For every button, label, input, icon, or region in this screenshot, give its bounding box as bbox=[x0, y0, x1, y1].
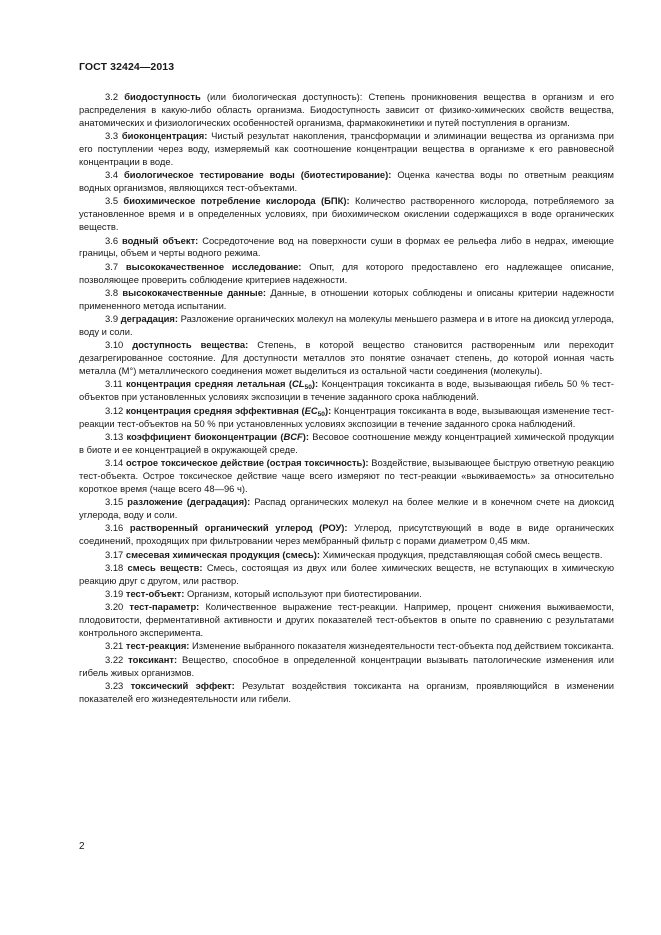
term-number: 3.2 bbox=[105, 91, 119, 102]
term-name bbox=[127, 496, 250, 507]
term-name bbox=[126, 588, 184, 599]
term-number: 3.15 bbox=[105, 496, 124, 508]
term-name bbox=[126, 261, 302, 272]
term-name-text: тест-параметр: bbox=[129, 601, 200, 613]
term-definition: Концентрация токсиканта в воде, вызывающая гибель 50 % тест-объектов при установленных условиях экспозиции в течение заданного срока наблюдений. bbox=[79, 378, 614, 403]
term-name-end: ): bbox=[302, 430, 309, 442]
term-abbreviation: EC bbox=[304, 404, 318, 416]
term-entry bbox=[79, 588, 614, 601]
term-number: 3.20 bbox=[105, 601, 124, 613]
term-name-text: высококачественные данные: bbox=[122, 286, 267, 298]
term-name bbox=[122, 235, 198, 246]
term-definition: (или биологическая доступность): Степень проникновения вещества в организм и его распределения в какую-либо область организма. Биодоступность зависит от физико-химических свойств вещества, анатомических и физиологических особенностей организма, фармакокинетики и путей поступления в организм. bbox=[79, 91, 615, 128]
term-definition: Вещество, способное в определенной концентрации вызывать патологические изменения или гибель живых организмов. bbox=[79, 653, 614, 678]
term-name bbox=[127, 431, 309, 442]
term-name-text: тест-реакция: bbox=[125, 640, 190, 652]
term-number: 3.6 bbox=[105, 234, 119, 246]
term-definition: Концентрация токсиканта в воде, вызывающая изменение тест-реакции тест-объектов на 50 % при установленных условиях экспозиции в течение заданного срока наблюдений. bbox=[79, 404, 614, 429]
term-entry bbox=[79, 640, 614, 653]
term-entry bbox=[79, 522, 614, 548]
term-name-text: биологическое тестирование воды (биотестирование): bbox=[124, 169, 392, 181]
term-name bbox=[128, 562, 203, 573]
term-name bbox=[122, 287, 266, 298]
term-name bbox=[123, 195, 349, 206]
term-name bbox=[126, 378, 319, 392]
term-number: 3.19 bbox=[105, 588, 124, 600]
term-name-text: коэффициент биоконцентрации ( bbox=[126, 430, 284, 442]
term-name bbox=[128, 654, 177, 665]
terms-list bbox=[79, 91, 614, 706]
term-number: 3.21 bbox=[105, 640, 124, 652]
term-definition: Данные, в отношении которых соблюдены и описаны критерии надежности примененного метода испытании. bbox=[79, 286, 615, 311]
term-number: 3.12 bbox=[105, 404, 124, 416]
term-definition: Изменение выбранного показателя жизнедеятельности тест-объекта под действием токсиканта. bbox=[192, 640, 614, 652]
term-entry bbox=[79, 654, 614, 680]
term-entry bbox=[79, 496, 614, 522]
term-entry bbox=[79, 601, 614, 640]
term-name-text: деградация: bbox=[120, 313, 178, 325]
term-name-text: смесь веществ: bbox=[127, 561, 203, 573]
term-definition: Опыт, для которого предоставлено его надлежащее описание, позволяющее проверить соблюдение критериев надежности. bbox=[79, 260, 614, 285]
term-number: 3.16 bbox=[105, 522, 124, 534]
term-number: 3.13 bbox=[105, 430, 124, 442]
term-entry bbox=[79, 549, 614, 562]
term-name-text: биодоступность bbox=[124, 91, 201, 102]
term-entry bbox=[79, 680, 614, 706]
term-name-text: водный объект: bbox=[121, 234, 199, 246]
term-entry bbox=[79, 313, 614, 339]
term-entry bbox=[79, 91, 614, 130]
term-definition: Сосредоточение вод на поверхности суши в формах ее рельефа либо в недрах, имеющие границы, объем и черты водного режима. bbox=[79, 234, 614, 259]
term-name bbox=[122, 130, 208, 141]
term-entry bbox=[79, 235, 614, 261]
standard-code: ГОСТ 32424—2013 bbox=[79, 61, 175, 73]
term-name-text: тест-объект: bbox=[125, 588, 185, 600]
term-entry bbox=[79, 169, 614, 195]
term-entry bbox=[79, 562, 614, 588]
term-definition: Оценка качества воды по ответным реакциям водных организмов, являющихся тест-объектами. bbox=[79, 169, 614, 194]
term-definition: Весовое соотношение между концентрацией химической продукции в биоте и ее концентрацией в окружающей среде. bbox=[79, 430, 615, 455]
term-name-text: концентрация средняя летальная ( bbox=[126, 378, 293, 390]
term-abbreviation: CL bbox=[292, 378, 305, 390]
term-name-text: острое токсическое действие (острая токсичность): bbox=[125, 457, 369, 469]
term-entry bbox=[79, 405, 614, 431]
term-entry bbox=[79, 457, 614, 496]
term-name-text: смесевая химическая продукция (смесь): bbox=[125, 548, 321, 560]
term-name-text: высококачественное исследование: bbox=[125, 260, 302, 272]
term-name bbox=[126, 640, 190, 651]
term-name-text: растворенный органический углерод (РОУ): bbox=[129, 522, 348, 534]
term-entry bbox=[79, 339, 614, 378]
term-name-text: разложение (деградация): bbox=[127, 496, 251, 508]
term-number: 3.17 bbox=[105, 548, 124, 560]
term-name bbox=[126, 549, 320, 560]
term-entry bbox=[79, 378, 614, 404]
term-name bbox=[126, 405, 331, 416]
term-abbreviation: BCF bbox=[283, 430, 303, 442]
term-definition: Степень, в которой вещество становится растворенным или переходит дезагрегированное состояние. Для доступности металлов это понятие означает степень, до которой ионная часть металла (M°) металлического соединения может выделиться из остальной части соединения (молекулы). bbox=[79, 339, 614, 377]
term-name-text: доступность вещества: bbox=[132, 339, 249, 351]
term-name bbox=[131, 680, 235, 691]
term-number: 3.22 bbox=[105, 653, 124, 665]
term-name-text: концентрация средняя эффективная ( bbox=[125, 404, 305, 416]
term-definition: Углерод, присутствующий в воде в виде органических соединений, проходящих при фильтровании через мембранный фильтр с порами диаметром 0,45 мкм. bbox=[79, 522, 614, 547]
term-number: 3.9 bbox=[105, 313, 119, 325]
term-definition: Количественное выражение тест-реакции. Например, процент снижения выживаемости, плодовитости, ферментативной активности и других показателей тест-объектов в опыте по сравнению с результатами контрольного эксперимента. bbox=[79, 601, 614, 639]
term-number: 3.3 bbox=[105, 130, 119, 142]
term-name bbox=[124, 91, 200, 102]
term-entry bbox=[79, 431, 614, 457]
term-entry bbox=[79, 130, 614, 169]
term-name bbox=[124, 169, 391, 180]
term-definition: Воздействие, вызывающее быструю ответную реакцию тест-объекта. Острое токсическое действие чаще всего измеряют по тест-реакции «выживаемость» за относительно короткое время (чаще всего 48—96 ч). bbox=[79, 457, 614, 494]
term-definition: Количество растворенного кислорода, потребляемого за установленное время и в определенных условиях, при биохимическом окислении содержащихся в воде органических веществ. bbox=[79, 195, 614, 233]
term-name bbox=[121, 313, 178, 324]
term-subscript: 50 bbox=[304, 384, 312, 392]
term-number: 3.14 bbox=[105, 457, 124, 469]
term-entry bbox=[79, 261, 614, 287]
term-definition: Распад органических молекул на более мелкие и в конечном счете на диоксид углерода, воду и соли. bbox=[79, 496, 614, 521]
term-number: 3.5 bbox=[105, 195, 119, 207]
term-entry bbox=[79, 287, 614, 313]
term-name bbox=[126, 457, 369, 468]
term-entry bbox=[79, 195, 614, 234]
term-number: 3.8 bbox=[105, 286, 119, 298]
term-name-text: токсический эффект: bbox=[130, 679, 235, 691]
term-definition: Организм, который используют при биотестировании. bbox=[186, 588, 422, 600]
term-name bbox=[130, 522, 348, 533]
term-definition: Результат воздействия токсиканта на организм, проявляющийся в изменении показателей его жизнедеятельности или гибели. bbox=[79, 679, 615, 704]
term-name-text: биохимическое потребление кислорода (БПК): bbox=[123, 195, 350, 207]
term-definition: Разложение органических молекул на молекулы меньшего размера и в итоге на диоксид углерода, воду и соли. bbox=[79, 313, 614, 338]
term-number: 3.4 bbox=[105, 169, 119, 181]
term-name-text: биоконцентрация: bbox=[121, 130, 208, 142]
term-definition: Химическая продукция, представляющая собой смесь веществ. bbox=[322, 548, 603, 560]
term-subscript: 50 bbox=[317, 410, 325, 418]
term-number: 3.11 bbox=[105, 378, 123, 390]
page-number: 2 bbox=[79, 841, 85, 852]
term-definition: Чистый результат накопления, трансформации и элиминации вещества из организма при его поступлении через воду, измеряемый как соотношение концентрации вещества в организме к его равновесной концентрации в воде. bbox=[79, 130, 614, 167]
term-name-text: токсикант: bbox=[128, 653, 178, 665]
term-name bbox=[129, 601, 199, 612]
term-name bbox=[132, 339, 248, 350]
term-number: 3.23 bbox=[105, 679, 124, 691]
term-number: 3.7 bbox=[105, 260, 119, 272]
term-name-end: ): bbox=[324, 404, 332, 416]
term-number: 3.18 bbox=[105, 561, 124, 573]
term-name-end: ): bbox=[311, 378, 319, 390]
term-number: 3.10 bbox=[105, 339, 124, 351]
term-definition: Смесь, состоящая из двух или более химических веществ, не вступающих в химическую реакцию друг с другом, или раствор. bbox=[79, 561, 614, 586]
